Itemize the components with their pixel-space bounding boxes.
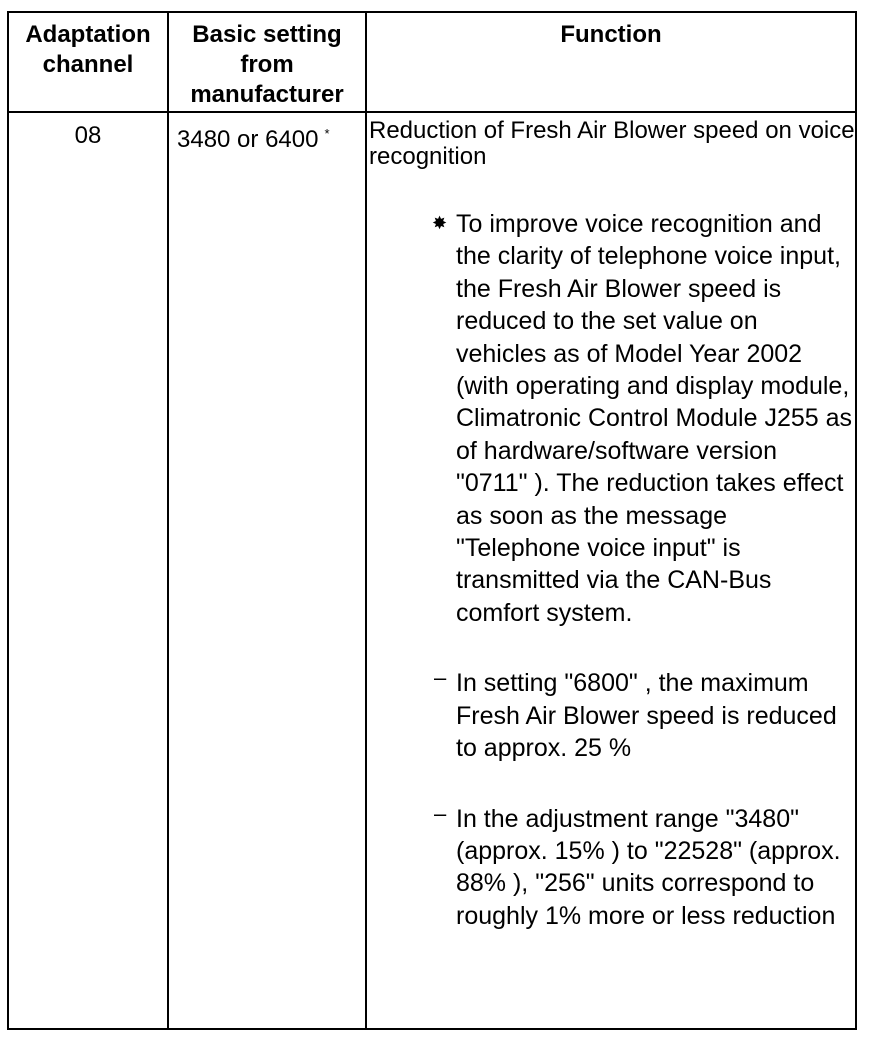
note-text: In the adjustment range "3480" (approx. 15% ) to "22528" (approx. 88% ), "256" units correspond to roughly 1% more or less reduction [456, 804, 841, 930]
adaptation-table [7, 11, 857, 1030]
dash-bullet-icon: – [434, 800, 447, 826]
header-row [8, 12, 856, 112]
header-basic-setting: Basic setting from manufacturer [168, 12, 366, 112]
note-setting-6800 [434, 665, 853, 764]
note-voice-recognition [432, 208, 853, 629]
function-title: Reduction of Fresh Air Blower speed on voice recognition [369, 117, 855, 170]
star-bullet-icon: ✸ [432, 213, 448, 233]
footnote-marker: * [324, 126, 330, 141]
cell-function [366, 112, 856, 1029]
note-adjustment-range [434, 800, 853, 933]
note-text: To improve voice recognition and the clarity of telephone voice input, the Fresh Air Blower speed is reduced to the set value on vehicles as of Model Year 2002 (with operating and display module, Climatronic Control Module J255 as of hardware/software version "0711" ). The reduction takes effect as soon as the message "Telephone voice input" is transmitted via the CAN-Bus comfort system. [456, 210, 853, 627]
table-row [8, 112, 856, 1029]
cell-channel: 08 [8, 112, 168, 1029]
dash-bullet-icon: – [434, 665, 447, 691]
note-text: In setting "6800" , the maximum Fresh Air Blower speed is reduced to approx. 25 % [456, 669, 837, 763]
basic-setting-value: 3480 or 6400 [177, 126, 319, 153]
cell-basic-setting [168, 112, 366, 1029]
header-adaptation-channel: Adaptation channel [8, 12, 168, 112]
header-function: Function [366, 12, 856, 112]
